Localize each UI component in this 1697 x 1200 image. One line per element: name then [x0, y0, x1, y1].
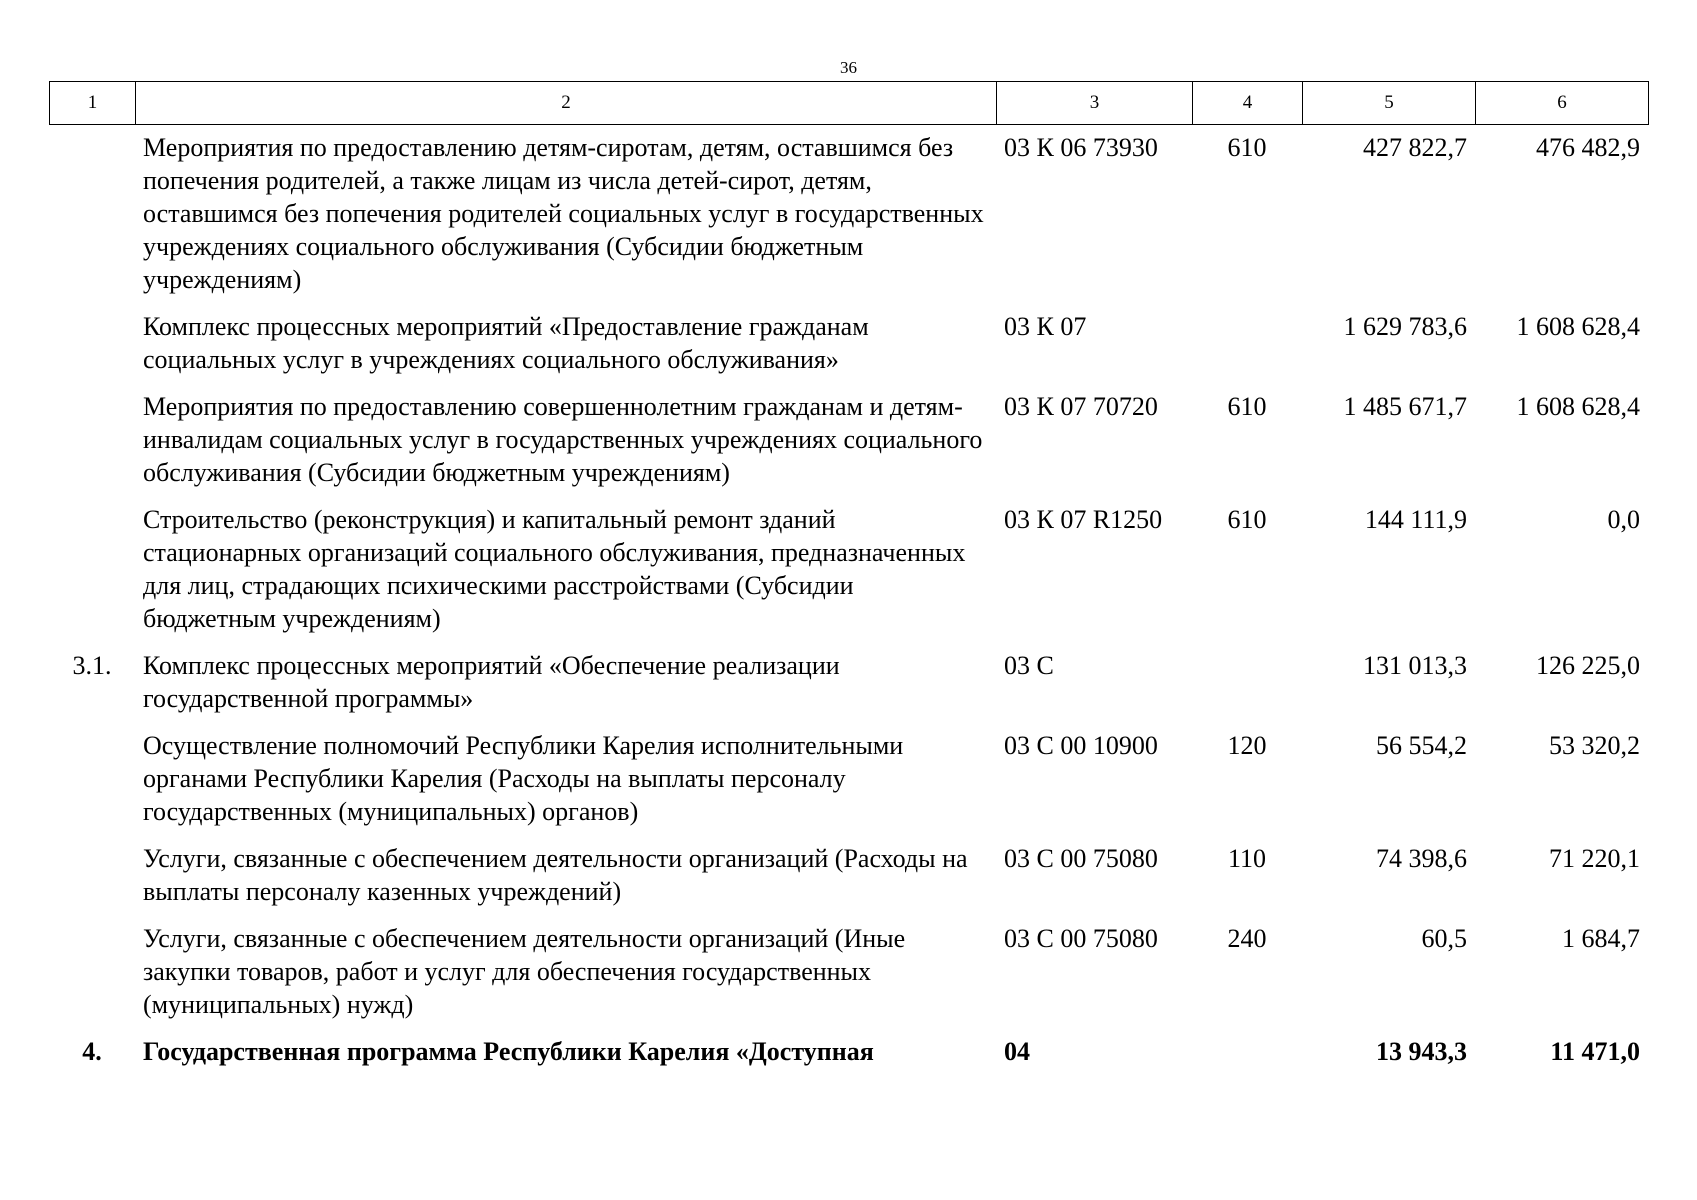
row-target-code: 03 К 07: [1004, 312, 1087, 341]
column-header-3: 3: [997, 82, 1193, 125]
row-number: [49, 131, 135, 310]
row-expense-type: 610: [1227, 133, 1267, 162]
row-expense-type: [1192, 649, 1302, 729]
table-row: [49, 729, 1648, 842]
row-amount-col6: 126 225,0: [1536, 651, 1640, 680]
row-amount-col5: 56 554,2: [1376, 731, 1467, 760]
row-amount-col6: 0,0: [1607, 505, 1640, 534]
row-expense-type: [1192, 1035, 1302, 1082]
row-target-code: 04: [1004, 1037, 1030, 1066]
table-row: [49, 649, 1648, 729]
row-amount-col5: 13 943,3: [1376, 1037, 1467, 1066]
table-row: [49, 503, 1648, 649]
row-amount-col5: 1 485 671,7: [1343, 392, 1467, 421]
row-description: Строительство (реконструкция) и капитальный ремонт зданий стационарных организаций социального обслуживания, предназначенных для лиц, страдающих психическими расстройствами (Субсидии бюджетным учреждениям): [143, 505, 966, 633]
row-description: Комплекс процессных мероприятий «Обеспечение реализации государственной программы»: [143, 651, 840, 713]
row-description: Мероприятия по предоставлению детям-сиротам, детям, оставшимся без попечения родителей, а также лицам из числа детей-сирот, детям, оставшимся без попечения родителей социальных услуг в государственных учреждениях социального обслуживания (Субсидии бюджетным учреждениям): [143, 133, 984, 294]
column-header-6: 6: [1476, 82, 1649, 125]
row-description: Комплекс процессных мероприятий «Предоставление гражданам социальных услуг в учреждениях социального обслуживания»: [143, 312, 869, 374]
table-row: [49, 310, 1648, 390]
row-description: Услуги, связанные с обеспечением деятельности организаций (Иные закупки товаров, работ и услуг для обеспечения государственных (муниципальных) нужд): [143, 924, 906, 1019]
row-amount-col6: 476 482,9: [1536, 133, 1640, 162]
row-number: [49, 729, 135, 842]
column-header-4: 4: [1193, 82, 1303, 125]
table-row: [49, 1035, 1648, 1082]
row-number: [49, 842, 135, 922]
row-amount-col5: 131 013,3: [1363, 651, 1467, 680]
budget-table: [49, 131, 1648, 1082]
row-target-code: 03 С 00 75080: [1004, 844, 1158, 873]
row-description: Мероприятия по предоставлению совершеннолетним гражданам и детям-инвалидам социальных услуг в государственных учреждениях социального обслуживания (Субсидии бюджетным учреждениям): [143, 392, 983, 487]
row-target-code: 03 К 06 73930: [1004, 133, 1158, 162]
row-amount-col5: 427 822,7: [1363, 133, 1467, 162]
row-amount-col6: 1 684,7: [1562, 924, 1640, 953]
row-description: Осуществление полномочий Республики Карелия исполнительными органами Республики Карелия (Расходы на выплаты персоналу государственных (муниципальных) органов): [143, 731, 904, 826]
row-target-code: 03 С 00 10900: [1004, 731, 1158, 760]
row-number: [49, 310, 135, 390]
row-amount-col6: 11 471,0: [1550, 1037, 1640, 1066]
table-row: [49, 131, 1648, 310]
column-header-1: 1: [50, 82, 136, 125]
row-expense-type: 610: [1227, 505, 1267, 534]
row-target-code: 03 С: [1004, 651, 1054, 680]
table-row: [49, 922, 1648, 1035]
row-expense-type: 110: [1227, 844, 1267, 873]
row-amount-col6: 71 220,1: [1549, 844, 1640, 873]
row-expense-type: [1192, 310, 1302, 390]
row-amount-col5: 74 398,6: [1376, 844, 1467, 873]
row-number: [49, 922, 135, 1035]
row-number: 3.1.: [72, 651, 112, 680]
row-amount-col5: 1 629 783,6: [1343, 312, 1467, 341]
row-amount-col6: 53 320,2: [1549, 731, 1640, 760]
row-expense-type: 240: [1227, 924, 1267, 953]
column-header-row: [50, 82, 1649, 125]
column-header-5: 5: [1303, 82, 1476, 125]
table-row: [49, 390, 1648, 503]
row-target-code: 03 К 07 R1250: [1004, 505, 1163, 534]
row-amount-col5: 60,5: [1421, 924, 1467, 953]
row-number: [49, 390, 135, 503]
row-amount-col6: 1 608 628,4: [1516, 392, 1640, 421]
page-number: 36: [840, 58, 857, 77]
row-description: Государственная программа Республики Карелия «Доступная: [143, 1037, 874, 1066]
row-expense-type: 610: [1227, 392, 1267, 421]
column-header-table: [49, 81, 1649, 125]
row-number: [49, 503, 135, 649]
row-target-code: 03 К 07 70720: [1004, 392, 1158, 421]
column-header-2: 2: [136, 82, 997, 125]
row-description: Услуги, связанные с обеспечением деятельности организаций (Расходы на выплаты персоналу казенных учреждений): [143, 844, 968, 906]
table-row: [49, 842, 1648, 922]
row-number: 4.: [82, 1037, 102, 1066]
row-target-code: 03 С 00 75080: [1004, 924, 1158, 953]
row-amount-col5: 144 111,9: [1364, 505, 1467, 534]
row-expense-type: 120: [1227, 731, 1267, 760]
row-amount-col6: 1 608 628,4: [1516, 312, 1640, 341]
